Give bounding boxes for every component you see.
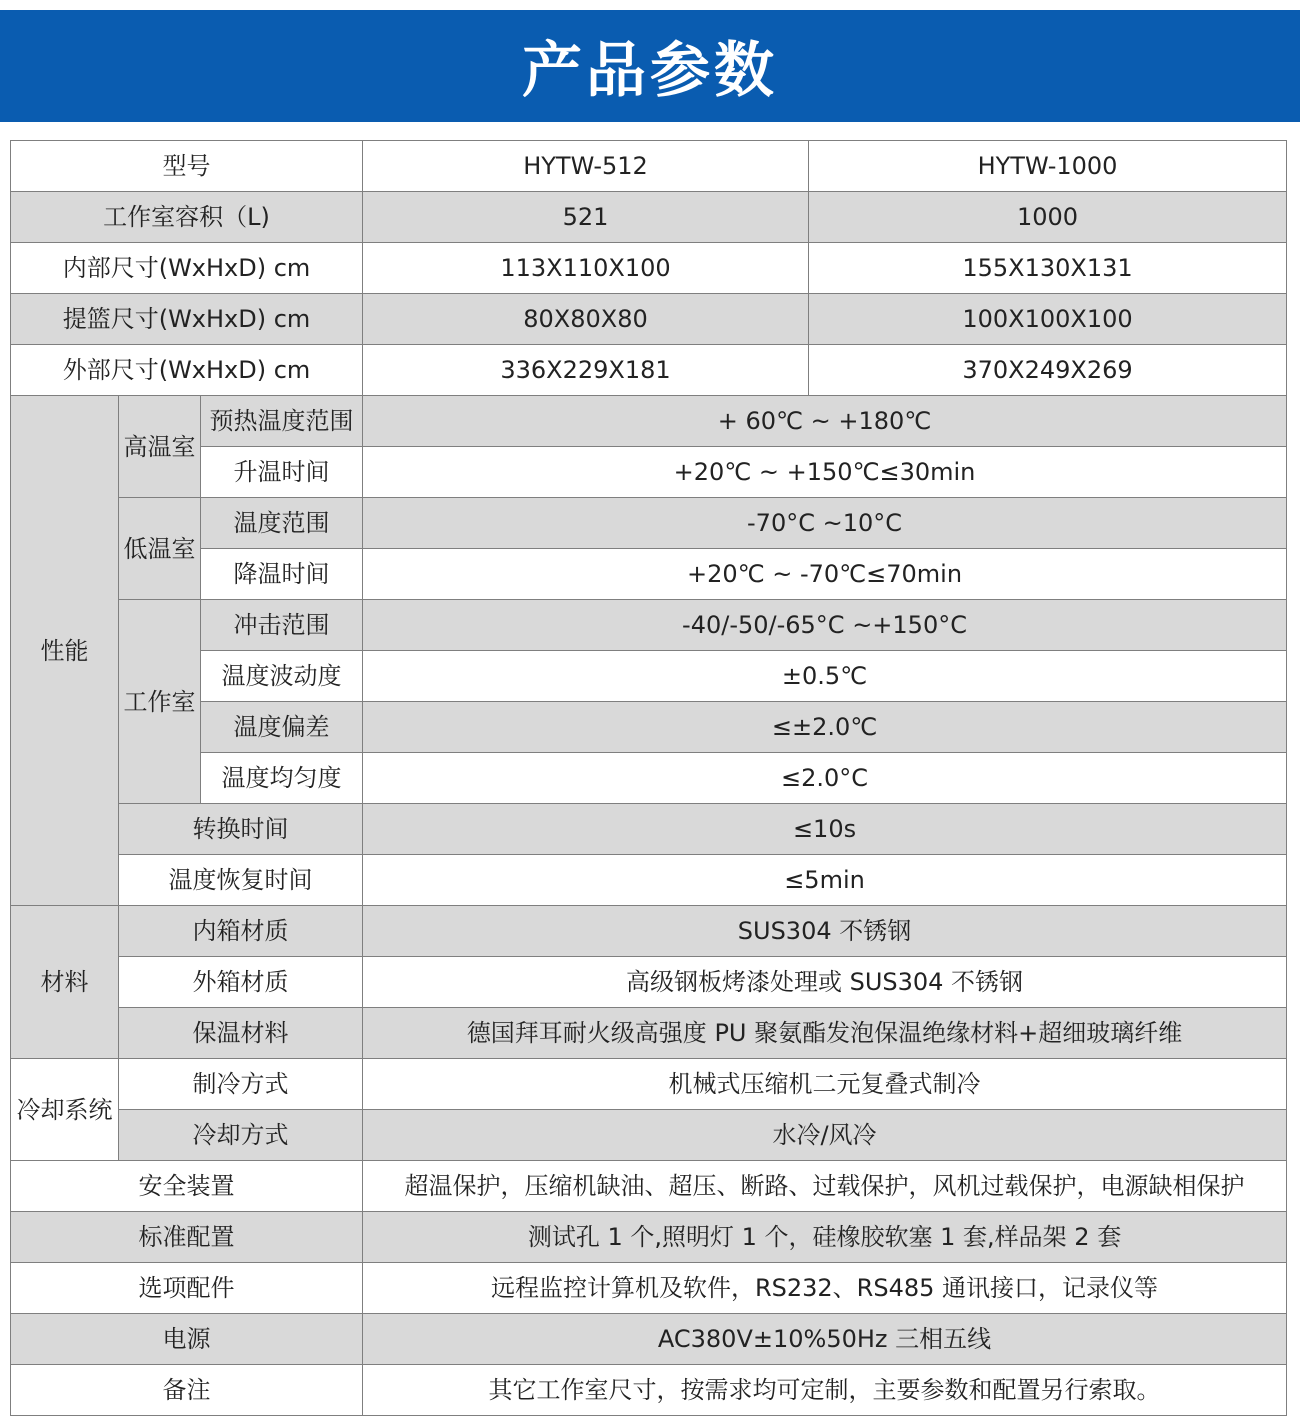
volume-b: 1000	[809, 192, 1287, 243]
table-row	[11, 957, 1287, 1008]
table-row	[11, 753, 1287, 804]
table-row	[11, 1059, 1287, 1110]
fluctuation-label: 温度波动度	[201, 651, 363, 702]
fluctuation-value: ±0.5℃	[363, 651, 1287, 702]
standard-label: 标准配置	[11, 1212, 363, 1263]
uniformity-label: 温度均匀度	[201, 753, 363, 804]
table-row	[11, 549, 1287, 600]
power-value: AC380V±10%50Hz 三相五线	[363, 1314, 1287, 1365]
cool-down-time-value: +20℃ ~ -70℃≤70min	[363, 549, 1287, 600]
table-row	[11, 702, 1287, 753]
inner-box-label: 内箱材质	[119, 906, 363, 957]
shock-range-value: -40/-50/-65°C ~+150°C	[363, 600, 1287, 651]
low-temp-range-value: -70°C ~10°C	[363, 498, 1287, 549]
recovery-time-value: ≤5min	[363, 855, 1287, 906]
high-chamber-label: 高温室	[119, 396, 201, 498]
options-value: 远程监控计算机及软件，RS232、RS485 通讯接口，记录仪等	[363, 1263, 1287, 1314]
table-row	[11, 1365, 1287, 1416]
basket-size-b: 100X100X100	[809, 294, 1287, 345]
outer-size-label: 外部尺寸(WxHxD) cm	[11, 345, 363, 396]
insulation-label: 保温材料	[119, 1008, 363, 1059]
performance-group-label: 性能	[11, 396, 119, 906]
model-b: HYTW-1000	[809, 141, 1287, 192]
inner-box-value: SUS304 不锈钢	[363, 906, 1287, 957]
standard-value: 测试孔 1 个,照明灯 1 个，硅橡胶软塞 1 套,样品架 2 套	[363, 1212, 1287, 1263]
table-row	[11, 855, 1287, 906]
basket-size-label: 提篮尺寸(WxHxD) cm	[11, 294, 363, 345]
model-a: HYTW-512	[363, 141, 809, 192]
table-row	[11, 1110, 1287, 1161]
cooling-group-label: 冷却系统	[11, 1059, 119, 1161]
table-row	[11, 396, 1287, 447]
spec-table	[10, 140, 1287, 1416]
heat-up-time-label: 升温时间	[201, 447, 363, 498]
options-label: 选项配件	[11, 1263, 363, 1314]
power-label: 电源	[11, 1314, 363, 1365]
low-chamber-label: 低温室	[119, 498, 201, 600]
inner-size-label: 内部尺寸(WxHxD) cm	[11, 243, 363, 294]
table-row	[11, 345, 1287, 396]
deviation-label: 温度偏差	[201, 702, 363, 753]
preheat-range-value: + 60℃ ~ +180℃	[363, 396, 1287, 447]
table-row	[11, 243, 1287, 294]
table-row	[11, 600, 1287, 651]
cool-down-time-label: 降温时间	[201, 549, 363, 600]
basket-size-a: 80X80X80	[363, 294, 809, 345]
outer-size-a: 336X229X181	[363, 345, 809, 396]
table-row	[11, 906, 1287, 957]
table-row	[11, 141, 1287, 192]
table-row	[11, 1314, 1287, 1365]
table-row	[11, 1212, 1287, 1263]
refrigeration-value: 机械式压缩机二元复叠式制冷	[363, 1059, 1287, 1110]
table-row	[11, 192, 1287, 243]
volume-label: 工作室容积（L)	[11, 192, 363, 243]
safety-value: 超温保护，压缩机缺油、超压、断路、过载保护，风机过载保护，电源缺相保护	[363, 1161, 1287, 1212]
materials-group-label: 材料	[11, 906, 119, 1059]
header-label: 型号	[11, 141, 363, 192]
table-row	[11, 447, 1287, 498]
work-chamber-label: 工作室	[119, 600, 201, 804]
deviation-value: ≤±2.0℃	[363, 702, 1287, 753]
cooling-mode-label: 冷却方式	[119, 1110, 363, 1161]
insulation-value: 德国拜耳耐火级高强度 PU 聚氨酯发泡保温绝缘材料+超细玻璃纤维	[363, 1008, 1287, 1059]
table-row	[11, 1263, 1287, 1314]
safety-label: 安全装置	[11, 1161, 363, 1212]
refrigeration-label: 制冷方式	[119, 1059, 363, 1110]
table-row	[11, 804, 1287, 855]
preheat-range-label: 预热温度范围	[201, 396, 363, 447]
shock-range-label: 冲击范围	[201, 600, 363, 651]
table-row	[11, 294, 1287, 345]
outer-box-value: 高级钢板烤漆处理或 SUS304 不锈钢	[363, 957, 1287, 1008]
low-temp-range-label: 温度范围	[201, 498, 363, 549]
page-title: 产品参数	[522, 36, 778, 106]
table-row	[11, 1008, 1287, 1059]
outer-box-label: 外箱材质	[119, 957, 363, 1008]
table-row	[11, 498, 1287, 549]
volume-a: 521	[363, 192, 809, 243]
table-row	[11, 651, 1287, 702]
cooling-mode-value: 水冷/风冷	[363, 1110, 1287, 1161]
switch-time-label: 转换时间	[119, 804, 363, 855]
inner-size-b: 155X130X131	[809, 243, 1287, 294]
title-banner	[0, 10, 1300, 122]
heat-up-time-value: +20℃ ~ +150℃≤30min	[363, 447, 1287, 498]
table-row	[11, 1161, 1287, 1212]
recovery-time-label: 温度恢复时间	[119, 855, 363, 906]
outer-size-b: 370X249X269	[809, 345, 1287, 396]
uniformity-value: ≤2.0°C	[363, 753, 1287, 804]
remarks-value: 其它工作室尺寸，按需求均可定制，主要参数和配置另行索取。	[363, 1365, 1287, 1416]
inner-size-a: 113X110X100	[363, 243, 809, 294]
remarks-label: 备注	[11, 1365, 363, 1416]
switch-time-value: ≤10s	[363, 804, 1287, 855]
